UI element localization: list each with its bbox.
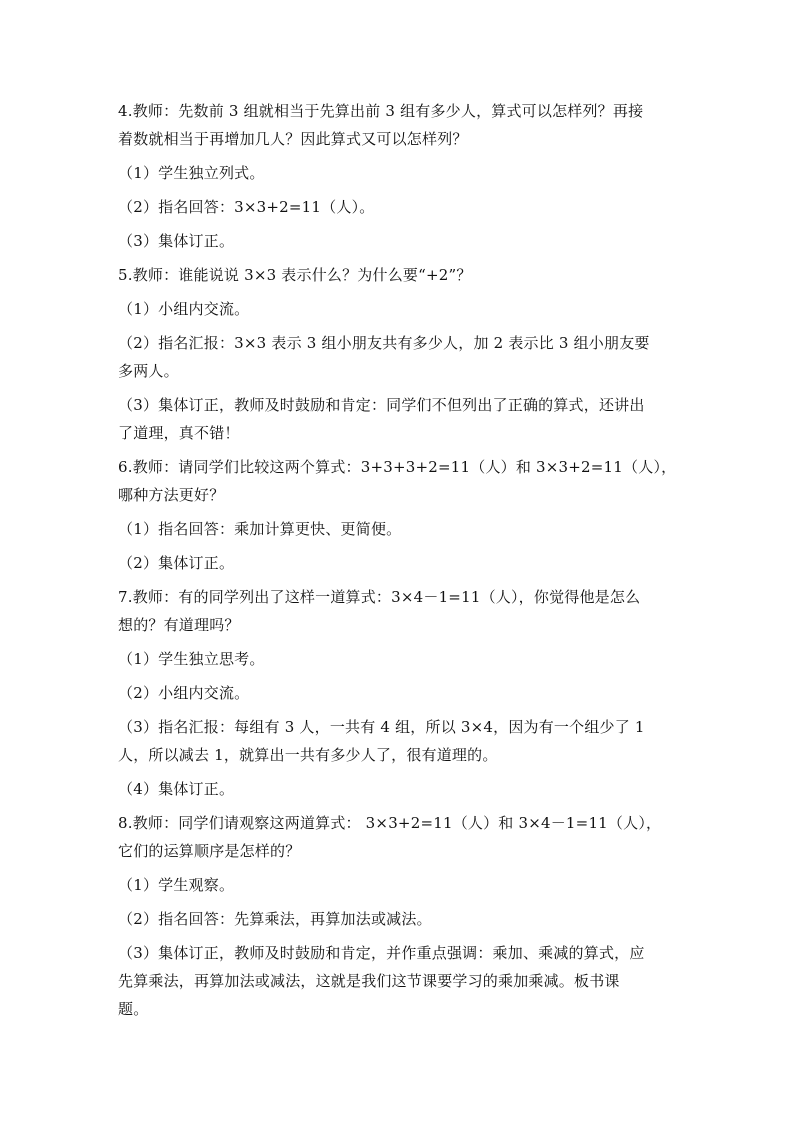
item-7-step-2: （2）小组内交流。: [118, 684, 250, 702]
item-5-step-3-line-2: 了道理，真不错！: [118, 424, 240, 442]
item-8-step-3-line-1: （3）集体订正，教师及时鼓励和肯定，并作重点强调：乘加、乘减的算式，应: [118, 944, 645, 962]
item-4-question-line-1: 4.教师：先数前 3 组就相当于先算出前 3 组有多少人，算式可以怎样列？再接: [118, 102, 644, 120]
item-6-step-2: （2）集体订正。: [118, 554, 235, 572]
item-8-step-3-line-3: 题。: [118, 1000, 149, 1018]
item-4-question-line-2: 着数就相当于再增加几人？因此算式又可以怎样列？: [118, 130, 468, 148]
item-8-step-2: （2）指名回答：先算乘法，再算加法或减法。: [118, 910, 432, 928]
item-7-question-line-1: 7.教师：有的同学列出了这样一道算式：3×4－1=11（人），你觉得他是怎么: [118, 588, 641, 606]
item-6-question-line-1: 6.教师：请同学们比较这两个算式：3+3+3+2=11（人）和 3×3+2=11（人），: [118, 458, 677, 476]
item-7-step-3-line-2: 人，所以减去 1，就算出一共有多少人了，很有道理的。: [118, 746, 498, 764]
item-5-step-2-line-2: 多两人。: [118, 362, 179, 380]
item-7-question-line-2: 想的？有道理吗？: [118, 616, 240, 634]
item-8-step-1: （1）学生观察。: [118, 876, 235, 894]
item-7-step-3-line-1: （3）指名汇报：每组有 3 人，一共有 4 组，所以 3×4，因为有一个组少了 1: [118, 718, 645, 736]
item-5-step-2-line-1: （2）指名汇报：3×3 表示 3 组小朋友共有多少人，加 2 表示比 3 组小朋友要: [118, 334, 650, 352]
item-6-step-1: （1）指名回答：乘加计算更快、更简便。: [118, 520, 402, 538]
item-6-question-line-2: 哪种方法更好？: [118, 486, 225, 504]
item-7-step-1: （1）学生独立思考。: [118, 650, 265, 668]
item-8-question-line-2: 它们的运算顺序是怎样的？: [118, 842, 301, 860]
item-7-step-4: （4）集体订正。: [118, 780, 235, 798]
item-8-step-3-line-2: 先算乘法，再算加法或减法，这就是我们这节课要学习的乘加乘减。板书课: [118, 972, 620, 990]
item-5-step-1: （1）小组内交流。: [118, 300, 250, 318]
document-body: [118, 97, 678, 1023]
item-5-question: 5.教师：谁能说说 3×3 表示什么？为什么要“+2”？: [118, 266, 472, 284]
item-4-step-1: （1）学生独立列式。: [118, 164, 265, 182]
item-8-question-line-1: 8.教师：同学们请观察这两道算式： 3×3+2=11（人）和 3×4－1=11（人），: [118, 814, 662, 832]
item-5-step-3-line-1: （3）集体订正，教师及时鼓励和肯定：同学们不但列出了正确的算式，还讲出: [118, 396, 645, 414]
item-4-step-3: （3）集体订正。: [118, 232, 235, 250]
item-4-step-2: （2）指名回答：3×3+2=11（人）。: [118, 198, 375, 216]
